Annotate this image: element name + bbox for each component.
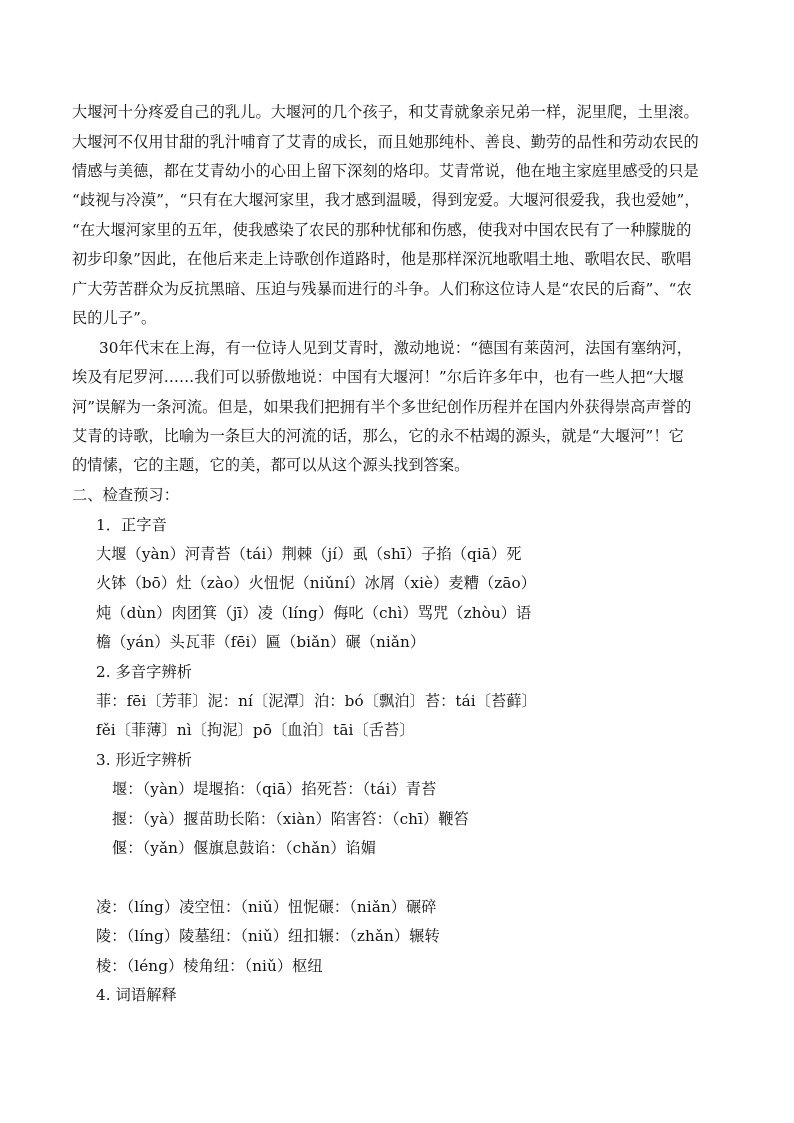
sub3-title: 3. 形近字辨析 <box>96 751 193 769</box>
paragraph1-line: 情感与美德，都在艾青幼小的心田上留下深刻的烙印。艾青常说，他在地主家庭里感受的只是 <box>72 162 699 180</box>
paragraph2-line: 埃及有尼罗河……我们可以骄傲地说：中国有大堰河！”尔后许多年中，也有一些人把“大堰 <box>72 368 684 386</box>
pronunciation-line: 炖（dùn）肉团箕（jī）凌（líng）侮叱（chì）骂咒（zhòu）语 <box>96 604 532 622</box>
pronunciation-line: 檐（yán）头瓦菲（fēi）匾（biǎn）碾（niǎn） <box>96 633 426 651</box>
similar-char-line: 凌：（líng）凌空忸：（niǔ）忸怩碾：（niǎn）碾碎 <box>96 898 437 916</box>
pronunciation-line: 大堰（yàn）河青苔（tái）荆棘（jí）虱（shī）子掐（qiā）死 <box>96 545 522 563</box>
similar-char-line: 揠：（yà）揠苗助长陷：（xiàn）陷害笞：（chī）鞭笞 <box>112 810 469 828</box>
paragraph2-line: 的情愫，它的主题，它的美，都可以从这个源头找到答案。 <box>72 456 470 474</box>
paragraph1-line: 大堰河十分疼爱自己的乳儿。大堰河的几个孩子，和艾青就象亲兄弟一样，泥里爬，土里滚。 <box>72 103 699 121</box>
paragraph1-line: “歧视与冷漠”，“只有在大堰河家里，我才感到温暖，得到宠爱。大堰河很爱我，我也爱她”， <box>72 191 700 209</box>
sub1-title: 1．正字音 <box>96 516 167 534</box>
paragraph1-line: 广大劳苦群众为反抗黑暗、压迫与残暴而进行的斗争。人们称这位诗人是“农民的后裔”、“农 <box>72 280 692 298</box>
polyphone-line: fěi〔菲薄〕nì〔拘泥〕pō〔血泊〕tāi〔舌苔〕 <box>96 721 415 739</box>
section-heading: 二、检查预习： <box>72 486 180 504</box>
paragraph1-line: 大堰河不仅用甘甜的乳汁哺育了艾青的成长，而且她那纯朴、善良、勤劳的品性和劳动农民的 <box>72 133 699 151</box>
paragraph1-line: 民的儿子”。 <box>72 309 157 327</box>
paragraph2-line: 30年代末在上海，有一位诗人见到艾青时，激动地说：“德国有莱茵河，法国有塞纳河， <box>99 339 693 357</box>
similar-char-line: 棱：（léng）棱角纽：（niǔ）枢纽 <box>96 957 323 975</box>
sub2-title: 2. 多音字辨析 <box>96 663 193 681</box>
similar-char-line: 堰：（yàn）堤堰掐：（qiā）掐死苔：（tái）青苔 <box>112 780 437 798</box>
pronunciation-line: 火钵（bō）灶（zào）火忸怩（niǔní）冰屑（xiè）麦糟（zāo） <box>96 574 537 592</box>
paragraph2-line: 河”误解为一条河流。但是，如果我们把拥有半个多世纪创作历程并在国内外获得崇高声誉的 <box>72 398 692 416</box>
paragraph2-line: 艾青的诗歌，比喻为一条巨大的河流的话，那么，它的永不枯竭的源头，就是“大堰河”！它 <box>72 427 684 445</box>
paragraph1-line: 初步印象”因此，在他后来走上诗歌创作道路时，他是那样深沉地歌唱土地、歌唱农民、歌唱 <box>72 250 692 268</box>
paragraph1-line: “在大堰河家里的五年，使我感染了农民的那种忧郁和伤感，使我对中国农民有了一种朦胧的 <box>72 221 692 239</box>
similar-char-line: 陵：（líng）陵墓纽：（niǔ）纽扣辗：（zhǎn）辗转 <box>96 927 440 945</box>
similar-char-line: 偃：（yǎn）偃旗息鼓谄：（chǎn）谄媚 <box>112 839 377 857</box>
sub4-title: 4. 词语解释 <box>96 986 177 1004</box>
polyphone-line: 菲：fēi〔芳菲〕泥：ní〔泥潭〕泊：bó〔飘泊〕苔：tái〔苔藓〕 <box>96 692 537 710</box>
